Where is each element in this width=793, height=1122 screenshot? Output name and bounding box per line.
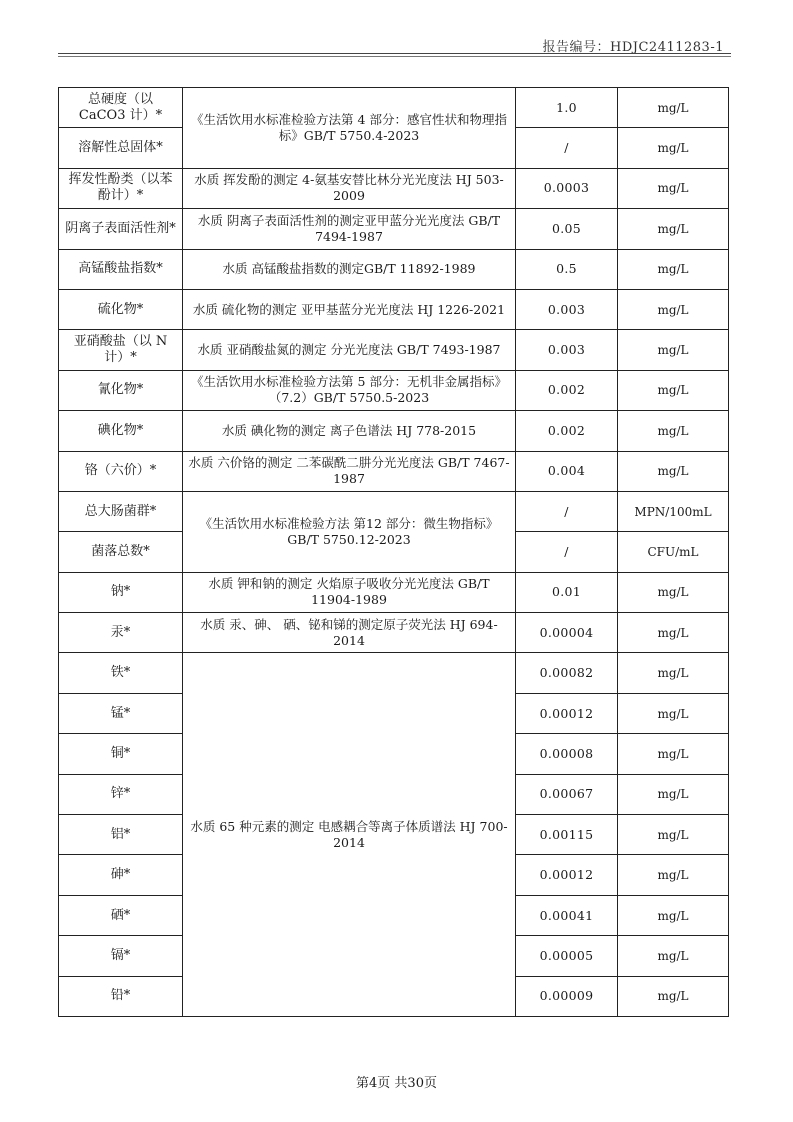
- test-item-cell: 铅*: [59, 976, 183, 1016]
- unit-cell: MPN/100mL: [618, 491, 729, 531]
- detection-limit-cell: 0.00115: [516, 815, 618, 855]
- test-item-cell: 钠*: [59, 572, 183, 612]
- unit-cell: mg/L: [618, 330, 729, 370]
- test-method-cell: 水质 亚硝酸盐氮的测定 分光光度法 GB/T 7493-1987: [183, 330, 516, 370]
- unit-cell: mg/L: [618, 653, 729, 693]
- test-item-cell: 铝*: [59, 815, 183, 855]
- detection-limit-cell: 0.05: [516, 209, 618, 249]
- results-table-body: [59, 88, 729, 1017]
- table-row: [59, 653, 729, 693]
- test-item-cell: 镉*: [59, 936, 183, 976]
- detection-limit-cell: 0.0003: [516, 168, 618, 208]
- table-row: [59, 370, 729, 410]
- unit-cell: mg/L: [618, 572, 729, 612]
- report-number: 报告编号：HDJC2411283-1: [542, 40, 724, 55]
- unit-cell: mg/L: [618, 451, 729, 491]
- detection-limit-cell: /: [516, 532, 618, 572]
- test-item-cell: 锰*: [59, 693, 183, 733]
- detection-limit-cell: 0.003: [516, 330, 618, 370]
- unit-cell: mg/L: [618, 976, 729, 1016]
- table-row: [59, 168, 729, 208]
- detection-limit-cell: 0.002: [516, 411, 618, 451]
- test-item-cell: 锌*: [59, 774, 183, 814]
- header-rule: [58, 53, 731, 54]
- test-item-cell: 铜*: [59, 734, 183, 774]
- results-table: [58, 87, 729, 1017]
- test-method-cell: 《生活饮用水标准检验方法第 4 部分：感官性状和物理指标》GB/T 5750.4-2023: [183, 88, 516, 169]
- test-method-cell: 《生活饮用水标准检验方法第 5 部分：无机非金属指标》（7.2）GB/T 5750.5-2023: [183, 370, 516, 410]
- detection-limit-cell: 0.00004: [516, 613, 618, 653]
- test-item-cell: 硫化物*: [59, 289, 183, 329]
- table-row: [59, 249, 729, 289]
- detection-limit-cell: 1.0: [516, 88, 618, 128]
- test-item-cell: 高锰酸盐指数*: [59, 249, 183, 289]
- unit-cell: mg/L: [618, 370, 729, 410]
- unit-cell: mg/L: [618, 895, 729, 935]
- test-item-cell: 铁*: [59, 653, 183, 693]
- unit-cell: mg/L: [618, 693, 729, 733]
- detection-limit-cell: 0.00008: [516, 734, 618, 774]
- table-row: [59, 572, 729, 612]
- table-row: [59, 209, 729, 249]
- detection-limit-cell: 0.00012: [516, 855, 618, 895]
- table-row: [59, 88, 729, 128]
- detection-limit-cell: /: [516, 491, 618, 531]
- detection-limit-cell: 0.00005: [516, 936, 618, 976]
- test-method-cell: 《生活饮用水标准检验方法 第12 部分：微生物指标》GB/T 5750.12-2023: [183, 491, 516, 572]
- detection-limit-cell: 0.00041: [516, 895, 618, 935]
- test-method-cell: 水质 钾和钠的测定 火焰原子吸收分光光度法 GB/T 11904-1989: [183, 572, 516, 612]
- unit-cell: mg/L: [618, 209, 729, 249]
- test-item-cell: 汞*: [59, 613, 183, 653]
- detection-limit-cell: /: [516, 128, 618, 168]
- unit-cell: mg/L: [618, 936, 729, 976]
- test-item-cell: 菌落总数*: [59, 532, 183, 572]
- test-item-cell: 总硬度（以 CaCO3 计）*: [59, 88, 183, 128]
- unit-cell: mg/L: [618, 411, 729, 451]
- unit-cell: mg/L: [618, 734, 729, 774]
- page-footer: 第4页 共30页: [356, 1076, 437, 1091]
- test-method-cell: 水质 高锰酸盐指数的测定GB/T 11892-1989: [183, 249, 516, 289]
- test-item-cell: 碘化物*: [59, 411, 183, 451]
- test-item-cell: 氰化物*: [59, 370, 183, 410]
- test-method-cell: 水质 碘化物的测定 离子色谱法 HJ 778-2015: [183, 411, 516, 451]
- unit-cell: mg/L: [618, 88, 729, 128]
- test-item-cell: 亚硝酸盐（以 N 计）*: [59, 330, 183, 370]
- table-row: [59, 613, 729, 653]
- unit-cell: mg/L: [618, 128, 729, 168]
- table-row: [59, 451, 729, 491]
- table-row: [59, 289, 729, 329]
- test-item-cell: 砷*: [59, 855, 183, 895]
- detection-limit-cell: 0.002: [516, 370, 618, 410]
- table-row: [59, 330, 729, 370]
- test-method-cell: 水质 65 种元素的测定 电感耦合等离子体质谱法 HJ 700-2014: [183, 653, 516, 1017]
- test-method-cell: 水质 汞、砷、 硒、铋和锑的测定原子荧光法 HJ 694-2014: [183, 613, 516, 653]
- detection-limit-cell: 0.5: [516, 249, 618, 289]
- test-item-cell: 阴离子表面活性剂*: [59, 209, 183, 249]
- test-item-cell: 铬（六价）*: [59, 451, 183, 491]
- unit-cell: mg/L: [618, 774, 729, 814]
- unit-cell: mg/L: [618, 289, 729, 329]
- test-item-cell: 挥发性酚类（以苯酚计）*: [59, 168, 183, 208]
- detection-limit-cell: 0.00082: [516, 653, 618, 693]
- detection-limit-cell: 0.01: [516, 572, 618, 612]
- detection-limit-cell: 0.00067: [516, 774, 618, 814]
- table-row: [59, 491, 729, 531]
- header-rule-secondary: [58, 56, 731, 57]
- detection-limit-cell: 0.00009: [516, 976, 618, 1016]
- unit-cell: mg/L: [618, 815, 729, 855]
- unit-cell: CFU/mL: [618, 532, 729, 572]
- table-row: [59, 411, 729, 451]
- test-item-cell: 溶解性总固体*: [59, 128, 183, 168]
- test-method-cell: 水质 硫化物的测定 亚甲基蓝分光光度法 HJ 1226-2021: [183, 289, 516, 329]
- test-item-cell: 硒*: [59, 895, 183, 935]
- unit-cell: mg/L: [618, 168, 729, 208]
- detection-limit-cell: 0.004: [516, 451, 618, 491]
- test-method-cell: 水质 阴离子表面活性剂的测定亚甲蓝分光光度法 GB/T 7494-1987: [183, 209, 516, 249]
- unit-cell: mg/L: [618, 855, 729, 895]
- unit-cell: mg/L: [618, 249, 729, 289]
- unit-cell: mg/L: [618, 613, 729, 653]
- test-item-cell: 总大肠菌群*: [59, 491, 183, 531]
- detection-limit-cell: 0.00012: [516, 693, 618, 733]
- detection-limit-cell: 0.003: [516, 289, 618, 329]
- test-method-cell: 水质 六价铬的测定 二苯碳酰二肼分光光度法 GB/T 7467-1987: [183, 451, 516, 491]
- test-method-cell: 水质 挥发酚的测定 4-氨基安替比林分光光度法 HJ 503-2009: [183, 168, 516, 208]
